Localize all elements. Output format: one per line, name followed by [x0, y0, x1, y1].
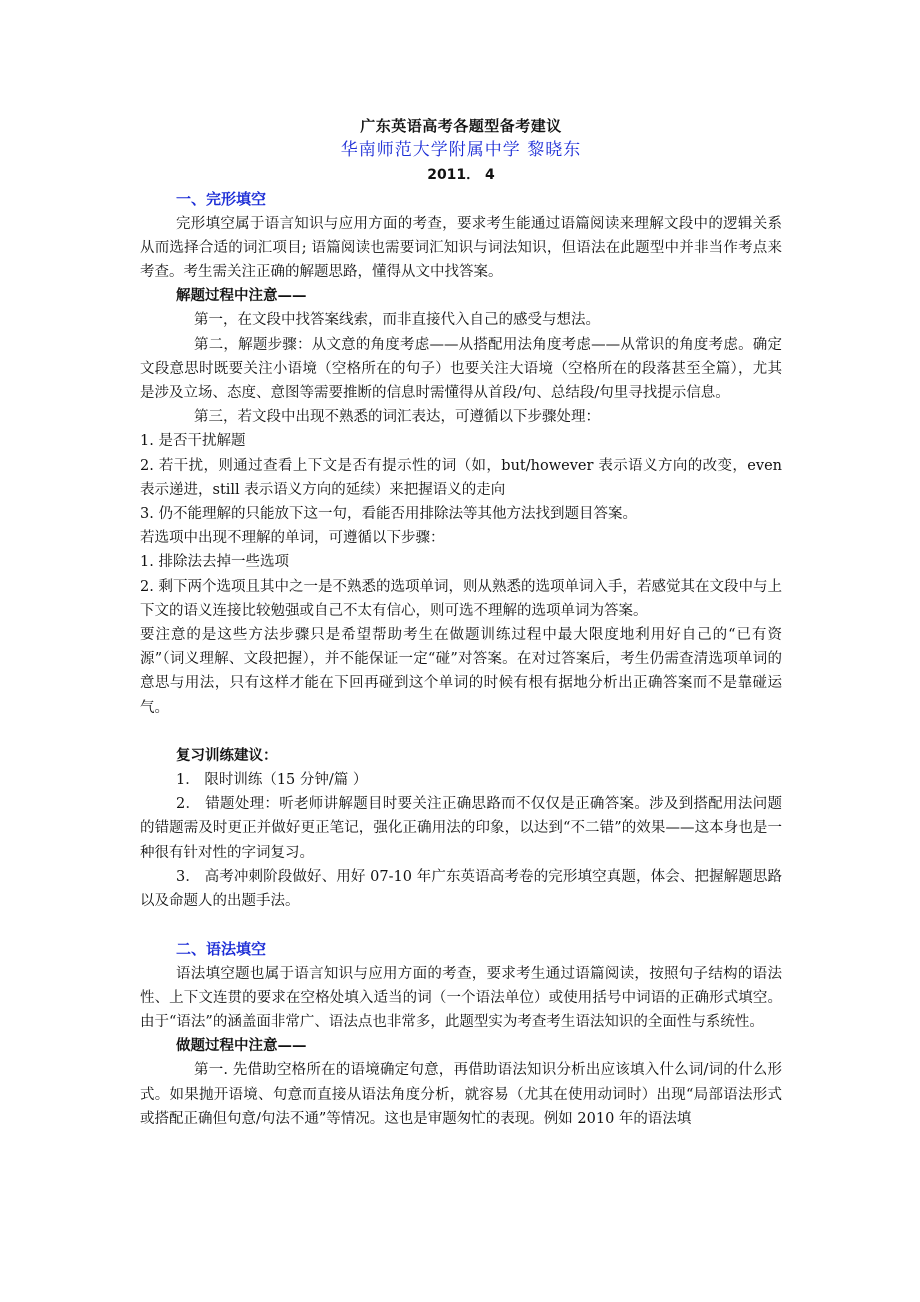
cloze-intro: 完形填空属于语言知识与应用方面的考查，要求考生能通过语篇阅读来理解文段中的逻辑关系从而选择合适的词汇项目; 语篇阅读也需要词汇知识与词法知识，但语法在此题型中并非当作考点来考查。考生需关注正确的解题思路，懂得从文中找答案。 [140, 215, 782, 281]
cloze-step: 1. 是否干扰解题 [140, 433, 246, 450]
grammar-intro: 语法填空题也属于语言知识与应用方面的考查，要求考生通过语篇阅读，按照句子结构的语法性、上下文连贯的要求在空格处填入适当的词（一个语法单位）或使用括号中词语的正确形式填空。由于“语法”的涵盖面非常广、语法点也非常多，此题型实为考查考生语法知识的全面性与系统性。 [140, 965, 782, 1030]
spacer [140, 720, 782, 744]
review-heading: 复习训练建议： [176, 746, 278, 764]
section-heading-grammar: 二、语法填空 [176, 940, 267, 959]
review-item: 2． 错题处理：听老师讲解题目时要关注正确思路而不仅仅是正确答案。涉及到搭配用法问题的错题需及时更正并做好更正笔记，强化正确用法的印象，以达到“不二错”的效果——这本身也是一种很有针对性的字词复习。 [140, 796, 782, 861]
cloze-remark: 要注意的是这些方法步骤只是希望帮助考生在做题训练过程中最大限度地利用好自己的“已有资源”（词义理解、文段把握），并不能保证一定“碰”对答案。在对过答案后，考生仍需查清选项单词的意思与用法，只有这样才能在下回再碰到这个单词的时候有根有据地分析出正确答案而不是靠碰运气。 [140, 627, 782, 716]
cloze-point-1: 第一，在文段中找答案线索，而非直接代入自己的感受与想法。 [194, 312, 600, 329]
cloze-step: 2. 若干扰，则通过查看上下文是否有提示性的词（如，but/however 表示语义方向的改变，even 表示递进，still 表示语义方向的延续）来把握语义的走向 [140, 457, 782, 498]
document-body [140, 114, 782, 1131]
cloze-point-3: 第三，若文段中出现不熟悉的词汇表达，可遵循以下步骤处理： [194, 409, 600, 426]
spacer [140, 913, 782, 937]
review-item: 3． 高考冲刺阶段做好、用好 07-10 年广东英语高考卷的完形填空真题，体会、把握解题思路以及命题人的出题手法。 [140, 868, 782, 910]
grammar-note-heading: 做题过程中注意—— [176, 1037, 307, 1055]
option-step: 2. 剩下两个选项且其中之一是不熟悉的选项单词，则从熟悉的选项单词入手，若感觉其在文段中与上下文的语义连接比较勉强或自己不太有信心，则可选不理解的选项单词为答案。 [140, 578, 782, 619]
document-author: 华南师范大学附属中学 黎晓东 [340, 140, 582, 161]
option-step: 1. 排除法去掉一些选项 [140, 554, 289, 571]
option-intro: 若选项中出现不理解的单词，可遵循以下步骤： [140, 530, 445, 547]
cloze-point-2: 第二，解题步骤：从文意的角度考虑——从搭配用法角度考虑——从常识的角度考虑。确定文段意思时既要关注小语境（空格所在的句子）也要关注大语境（空格所在的段落甚至全篇），尤其是涉及立场、态度、意图等需要推断的信息时需懂得从首段/句、总结段/句里寻找提示信息。 [140, 336, 782, 402]
review-item: 1． 限时训练（15 分钟/篇 ） [176, 772, 368, 789]
grammar-point-1: 第一. 先借助空格所在的语境确定句意，再借助语法知识分析出应该填入什么词/词的什么形式。如果抛开语境、句意而直接从语法角度分析，就容易（尤其在使用动词时）出现“局部语法形式或搭配正确但句意/句法不通”等情况。这也是审题匆忙的表现。例如 2010 年的语法填 [140, 1062, 782, 1127]
document-date: 2011． 4 [427, 167, 495, 184]
cloze-note-heading: 解题过程中注意—— [176, 287, 307, 305]
section-heading-cloze: 一、完形填空 [176, 190, 267, 209]
document-title: 广东英语高考各题型备考建议 [360, 117, 562, 135]
cloze-step: 3. 仍不能理解的只能放下这一句，看能否用排除法等其他方法找到题目答案。 [140, 506, 637, 523]
